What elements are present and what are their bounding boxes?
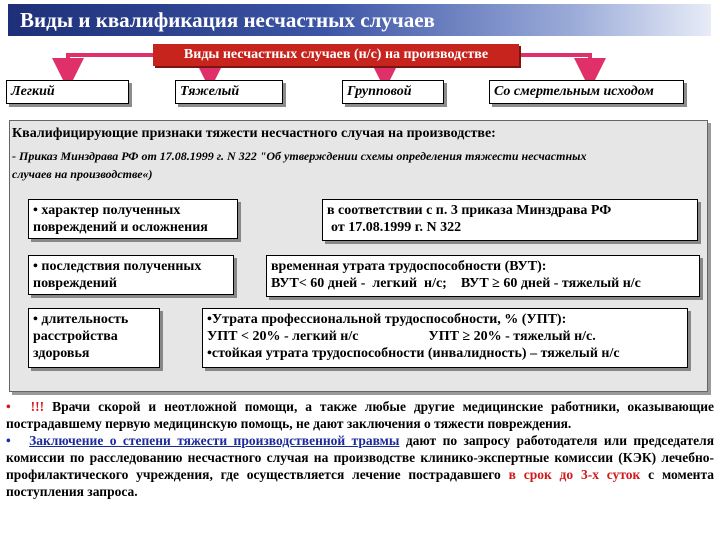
criterion-duration-rule: •Утрата профессиональной трудоспособности, % (УПТ): УПТ < 20% - легкий н/с УПТ ≥ 20% - тяжелый н/с. •стойкая утрата трудоспособности (инвалидность) – тяжелый н/с <box>202 308 688 368</box>
page-title: Виды и квалификация несчастных случаев <box>8 4 711 36</box>
category-group: Групповой <box>342 80 444 104</box>
category-fatal: Со смертельным исходом <box>489 80 684 104</box>
arrow-to-light <box>68 55 153 74</box>
category-severe: Тяжелый <box>175 80 283 104</box>
criterion-consequences: • последствия полученных повреждений <box>28 255 234 295</box>
note-conclusion: • Заключение о степени тяжести производственной травмы дают по запросу работодателя или председателя комиссии по расследованию несчастного случая на производстве клинико-экспертные комиссии (КЭК) лечебно-профилактического учреждения, где осуществляется лечение пострадавшего в срок до 3-х суток с момента поступления запроса. <box>6 433 715 499</box>
order-line-1: - Приказ Минздрава РФ от 17.08.1999 г. N 322 "Об утверждении схемы определения тяжести несчастных <box>12 149 587 163</box>
criterion-duration: • длительность расстройства здоровья <box>28 308 160 368</box>
order-line-2: случаев на производстве«) <box>12 167 153 181</box>
criterion-injury-nature-rule: в соответствии с п. 3 приказа Минздрава РФ от 17.08.1999 г. N 322 <box>322 199 698 241</box>
qualifying-title: Квалифицирующие признаки тяжести несчастного случая на производстве: <box>12 126 496 141</box>
order-reference <box>12 147 702 183</box>
category-light: Легкий <box>6 80 129 104</box>
arrow-to-fatal <box>519 55 590 74</box>
accident-types-header: Виды несчастных случаев (н/с) на производстве <box>153 44 519 66</box>
notes-block <box>6 398 714 500</box>
note-first-aid: • !!! Врачи скорой и неотложной помощи, а также любые другие медицинские работники, оказывающие пострадавшему первую медицинскую помощь, не дают заключения о тяжести повреждения. <box>6 399 714 431</box>
criterion-consequences-rule: временная утрата трудоспособности (ВУТ): ВУТ< 60 дней - легкий н/с; ВУТ ≥ 60 дней - тяжелый н/с <box>266 255 700 297</box>
criterion-injury-nature: • характер полученных повреждений и осложнения <box>28 199 238 239</box>
